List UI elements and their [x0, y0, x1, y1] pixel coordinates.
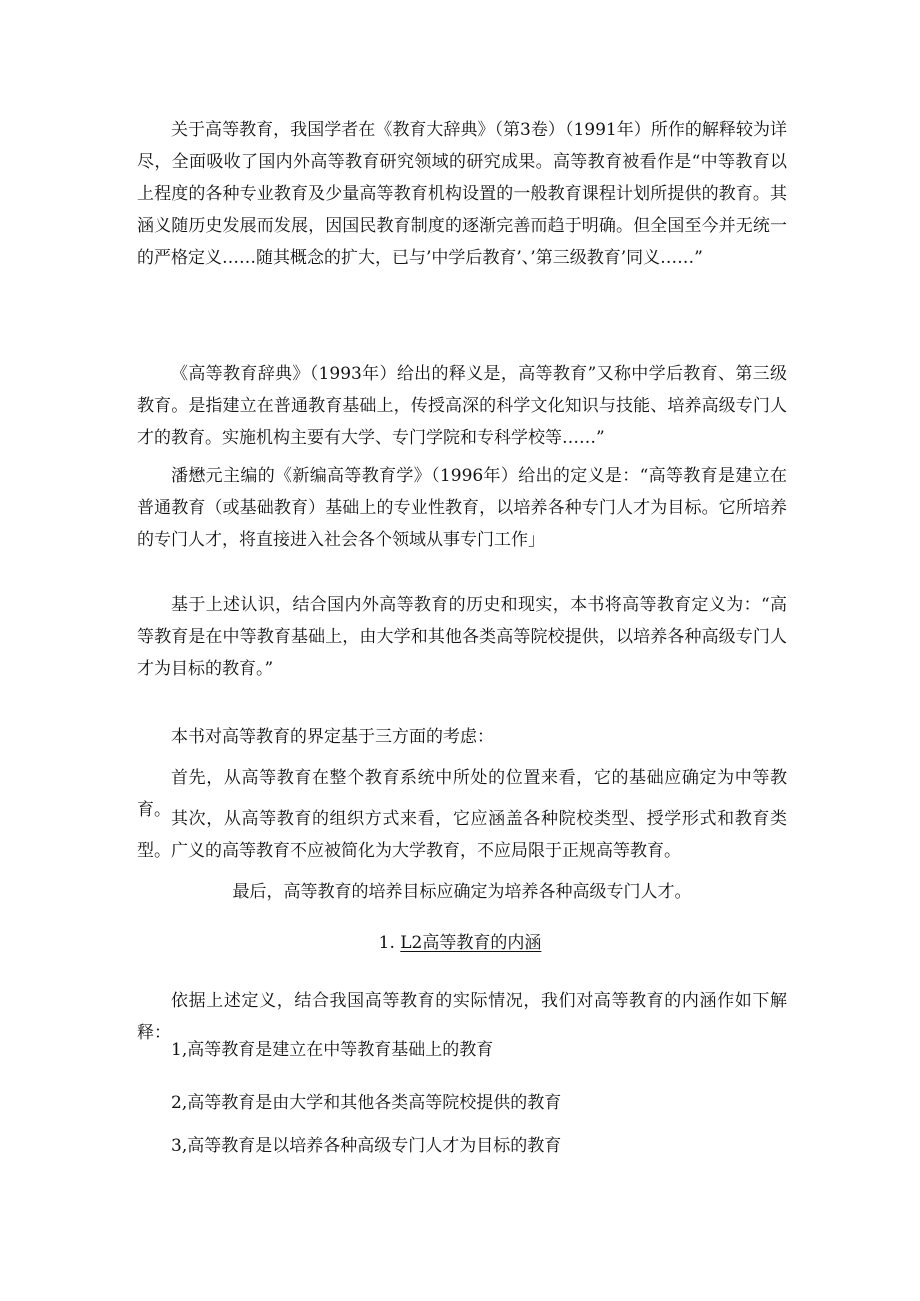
section-number: 1.	[378, 933, 395, 953]
paragraph-second-consideration: 其次，从高等教育的组织方式来看，它应涵盖各种院校类型、授学形式和教育类型。广义的高等教育不应被简化为大学教育，不应局限于正规高等教育。	[137, 809, 787, 861]
section-heading	[0, 929, 920, 957]
paragraph-education-dictionary: 关于高等教育，我国学者在《教育大辞典》（第3卷）（1991年）所作的解释较为详尽，全面吸收了国内外高等教育研究领域的研究成果。高等教育被看作是“中等教育以上程度的各种专业教育及少量高等教育机构设置的一般教育课程计划所提供的教育。其涵义随历史发展而发展，因国民教育制度的逐渐完善而趋于明确。但全国至今并无统一的严格定义……随其概念的扩大，已与’中学后教育’、’第三级教育’同义……”	[137, 120, 787, 268]
list-item: 1,高等教育是建立在中等教育基础上的教育	[171, 1040, 494, 1060]
paragraph-book-definition: 基于上述认识，结合国内外高等教育的历史和现实，本书将高等教育定义为：“高等教育是在中等教育基础上，由大学和其他各类高等院校提供，以培养各种高级专门人才为目标的教育。”	[137, 595, 787, 679]
paragraph-higher-education-dictionary: 《高等教育辞典》（1993年）给出的释义是，高等教育”又称中学后教育、第三级教育。是指建立在普通教育基础上，传授高深的科学文化知识与技能、培养高级专门人才的教育。实施机构主要有大学、专门学院和专科学校等……”	[137, 364, 787, 448]
paragraph-last-consideration: 最后，高等教育的培养目标应确定为培养各种高级专门人才。	[232, 882, 692, 902]
section-title: L2高等教育的内涵	[400, 933, 542, 953]
list-item: 2,高等教育是由大学和其他各类高等院校提供的教育	[171, 1093, 562, 1113]
list-intro: 依据上述定义，结合我国高等教育的实际情况，我们对高等教育的内涵作如下解释：	[137, 991, 787, 1043]
list-item: 3,高等教育是以培养各种高级专门人才为目标的教育	[171, 1136, 562, 1156]
paragraph-three-considerations: 本书对高等教育的界定基于三方面的考虑：	[171, 727, 494, 747]
paragraph-pan-definition: 潘懋元主编的《新编高等教育学》（1996年）给出的定义是：“高等教育是建立在普通教育（或基础教育）基础上的专业性教育，以培养各种专门人才为目标。它所培养的专门人才，将直接进入社会各个领域从事专门工作」	[137, 466, 787, 550]
paragraph-first-consideration: 首先，从高等教育在整个教育系统中所处的位置来看，它的基础应确定为中等教育。	[137, 768, 787, 820]
